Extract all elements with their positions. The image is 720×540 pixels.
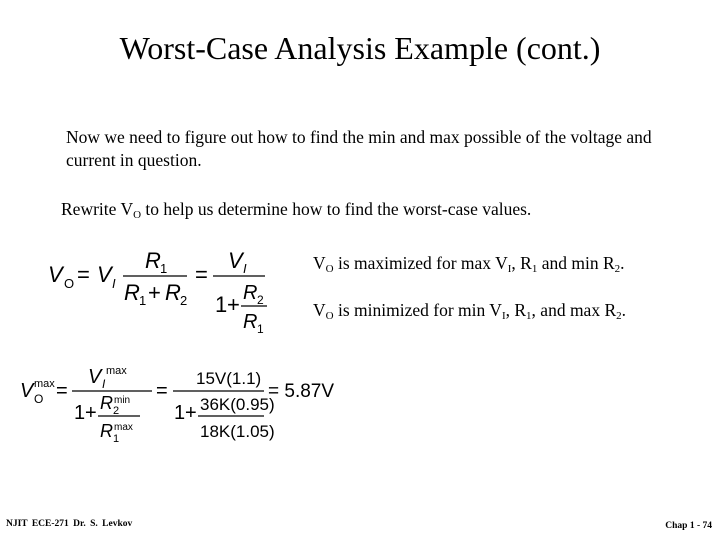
max-note-t2: , R (511, 253, 532, 273)
eq1-equals-1: = (77, 262, 90, 287)
eq2-inner-num-sup: min (114, 395, 131, 406)
max-note-vsub: O (325, 263, 334, 275)
min-note-isub: I (501, 310, 506, 322)
max-note-r2sub: 2 (614, 263, 621, 275)
min-note-t1: is minimized for min V (333, 300, 502, 320)
vo-equation (45, 248, 285, 338)
eq1-inner-num-sub: 2 (257, 293, 264, 307)
eq1-inner-num-r: R (243, 282, 258, 304)
eq1-num-r: R (145, 248, 161, 273)
footer-page: Chap 1 - 74 (665, 521, 712, 531)
max-note-t3: and min R (537, 253, 615, 273)
eq2-vo-sub: O (34, 392, 44, 406)
eq2-num-value: 15V(1.1) (196, 369, 262, 388)
max-note-t1: is maximized for max V (333, 253, 508, 273)
max-note (313, 253, 625, 275)
eq1-vo-sub: O (64, 276, 75, 291)
eq1-den-r2: R (165, 280, 181, 305)
min-note (313, 300, 626, 322)
slide-title: Worst-Case Analysis Example (cont.) (119, 30, 601, 66)
eq2-inner-den-sup: max (114, 422, 133, 433)
eq2-inner-den-r: R (100, 421, 113, 441)
max-note-r1sub: 1 (531, 263, 538, 275)
eq2-inner-num-r: R (100, 393, 113, 413)
max-note-t4: . (620, 253, 625, 273)
eq2-num-v-sub: I (102, 377, 106, 391)
eq2-num-v-sup: max (106, 365, 127, 377)
eq2-den-plus: + (85, 402, 97, 424)
min-note-v: V (313, 300, 326, 320)
eq2-inner-den-sub: 1 (113, 433, 120, 445)
intro-text: Now we need to figure out how to find the min and max possible of the voltage and current in question. (66, 127, 652, 170)
eq1-vi-sub: I (112, 276, 116, 291)
max-note-v: V (313, 253, 326, 273)
rewrite-text (61, 199, 531, 221)
min-note-t2: , R (505, 300, 527, 320)
rewrite-pre: Rewrite V (61, 199, 134, 219)
eq2-den-one-2: 1 (174, 402, 186, 424)
eq1-vo-v: V (48, 262, 63, 287)
eq2-inner-num-sub: 2 (113, 405, 120, 417)
min-note-t3: , and max R (531, 300, 617, 320)
min-note-vsub: O (325, 310, 334, 322)
eq2-equals-2: = (156, 380, 168, 402)
eq1-den-r1-sub: 1 (139, 293, 147, 308)
eq1-den-r1: R (124, 280, 140, 305)
rewrite-post: to help us determine how to find the worst-case values. (141, 199, 532, 219)
eq2-result: = 5.87V (268, 381, 335, 402)
eq2-den-plus-2: + (185, 402, 197, 424)
eq1-den-plus-2: + (227, 292, 240, 317)
eq2-den-one: 1 (74, 402, 86, 424)
eq1-num-r-sub: 1 (160, 261, 168, 276)
eq2-inner-num-value: 36K(0.95) (200, 395, 275, 414)
eq1-num-v: V (228, 248, 243, 273)
eq1-inner-den-r: R (243, 311, 258, 333)
eq2-num-v: V (88, 366, 102, 388)
eq1-vi-v: V (97, 262, 112, 287)
rewrite-sub: O (133, 209, 142, 221)
min-note-r1sub: 1 (526, 310, 532, 322)
max-note-isub: I (507, 263, 512, 275)
eq2-inner-den-value: 18K(1.05) (200, 422, 275, 441)
eq2-equals-1: = (56, 380, 68, 402)
eq1-den-plus: + (148, 280, 161, 305)
eq1-inner-den-sub: 1 (257, 322, 264, 336)
eq2-vo-v: V (20, 380, 34, 402)
eq1-equals-2: = (195, 262, 208, 287)
eq1-den-r2-sub: 2 (180, 293, 188, 308)
min-note-t4: . (621, 300, 626, 320)
footer-course: NJIT ECE-271 Dr. S. Levkov (6, 519, 133, 529)
eq1-den-one: 1 (215, 292, 228, 317)
eq1-num-v-sub: I (243, 261, 247, 276)
min-note-r2sub: 2 (616, 310, 622, 322)
vo-max-equation (18, 363, 338, 443)
eq2-vo-sup: max (34, 378, 55, 390)
